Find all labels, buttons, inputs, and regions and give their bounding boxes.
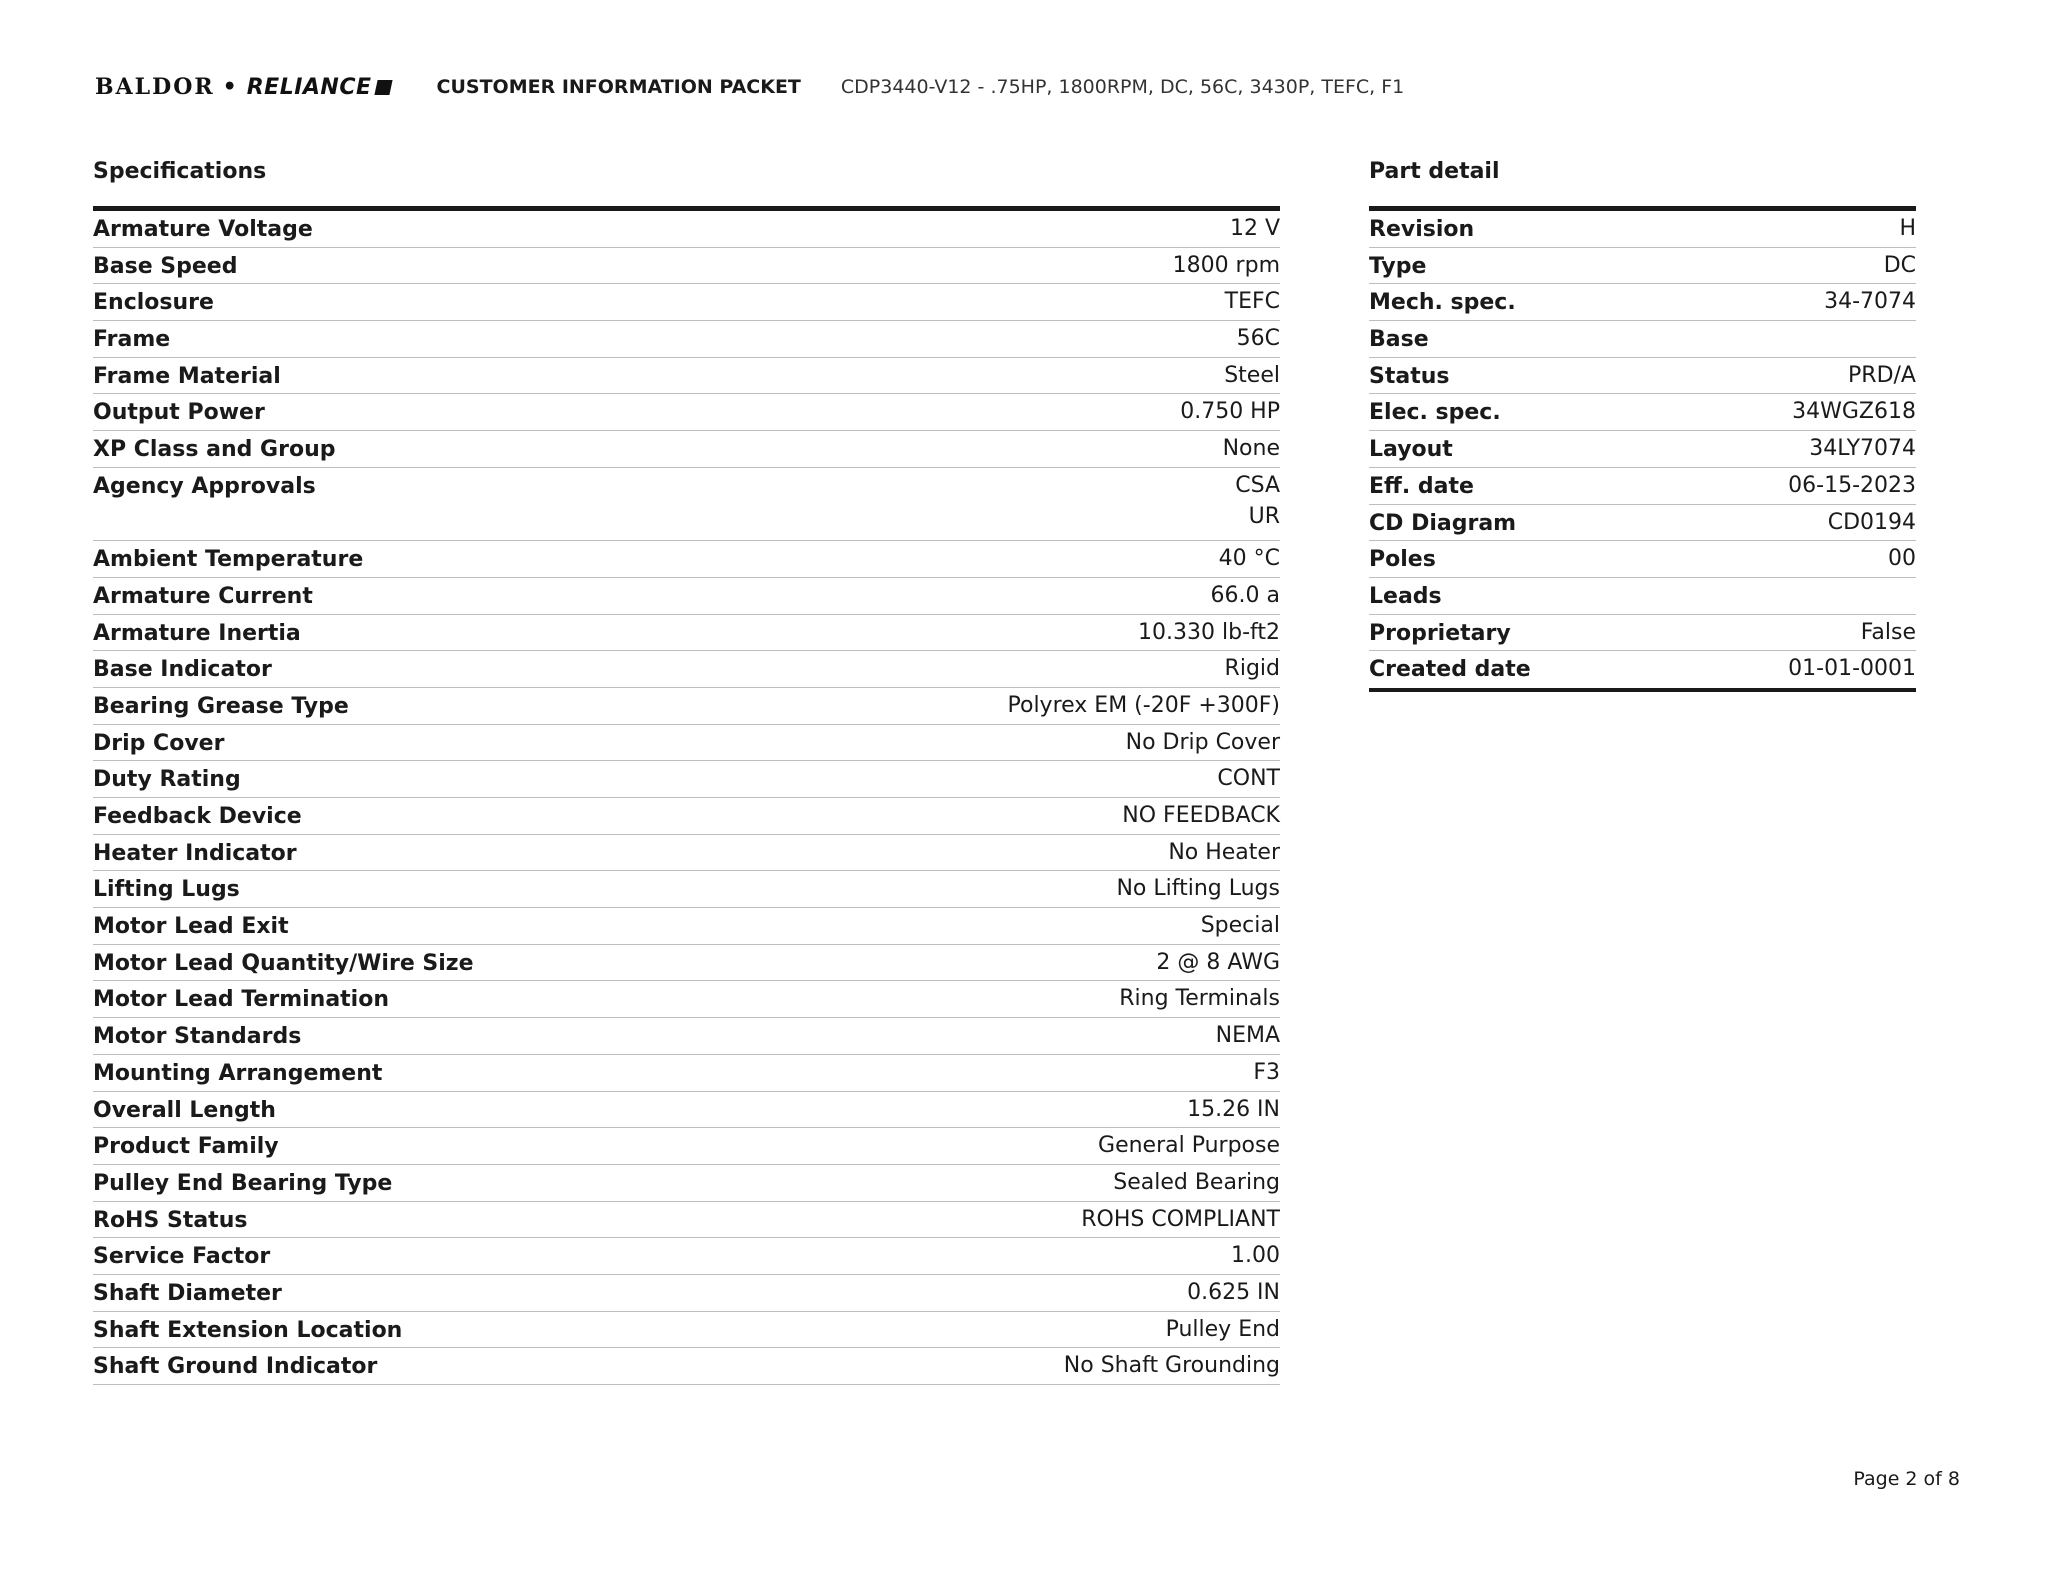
row-label: Overall Length bbox=[93, 1097, 276, 1123]
row-label: Heater Indicator bbox=[93, 840, 297, 866]
row-value: 1800 rpm bbox=[1172, 252, 1280, 278]
table-row bbox=[93, 871, 1280, 908]
row-label: Type bbox=[1369, 253, 1427, 279]
table-row bbox=[93, 431, 1280, 468]
row-value: CSA bbox=[1235, 472, 1280, 498]
row-label: Drip Cover bbox=[93, 730, 225, 756]
row-values bbox=[1187, 1098, 1280, 1129]
row-value: 10.330 lb-ft2 bbox=[1138, 619, 1280, 645]
row-label: Motor Lead Exit bbox=[93, 914, 289, 940]
row-label: Poles bbox=[1369, 547, 1436, 573]
specifications-table bbox=[93, 206, 1280, 1385]
row-value: None bbox=[1222, 436, 1280, 462]
row-values bbox=[1788, 657, 1916, 688]
row-value: H bbox=[1899, 216, 1916, 241]
row-values bbox=[1098, 1134, 1280, 1165]
row-values bbox=[1173, 254, 1280, 285]
row-label: Bearing Grease Type bbox=[93, 693, 349, 719]
table-row bbox=[93, 358, 1280, 395]
row-values bbox=[1126, 731, 1280, 762]
row-label: Base bbox=[1369, 327, 1429, 353]
table-row bbox=[93, 578, 1280, 615]
row-value: PRD/A bbox=[1848, 362, 1916, 388]
row-values bbox=[1156, 951, 1280, 982]
row-label: Motor Lead Termination bbox=[93, 987, 390, 1013]
row-values bbox=[1225, 657, 1280, 688]
table-row bbox=[93, 798, 1280, 835]
row-value: Steel bbox=[1224, 362, 1280, 388]
row-label: Leads bbox=[1369, 583, 1442, 609]
table-row bbox=[1369, 578, 1916, 615]
row-values bbox=[1788, 474, 1916, 505]
row-values bbox=[1824, 290, 1916, 321]
row-label: Frame Material bbox=[93, 363, 281, 389]
row-values bbox=[1008, 694, 1281, 725]
row-value: 56C bbox=[1236, 326, 1280, 352]
table-row bbox=[1369, 358, 1916, 395]
row-label: Base Speed bbox=[93, 253, 238, 279]
row-values bbox=[1237, 327, 1280, 358]
row-value: No Lifting Lugs bbox=[1116, 876, 1280, 902]
table-row bbox=[93, 835, 1280, 872]
row-label: Duty Rating bbox=[93, 767, 241, 793]
row-value: CONT bbox=[1217, 766, 1280, 792]
row-label: CD Diagram bbox=[1369, 510, 1517, 536]
row-value: 0.750 HP bbox=[1180, 399, 1280, 425]
row-label: Product Family bbox=[93, 1134, 279, 1160]
row-values bbox=[1166, 1318, 1280, 1349]
row-values bbox=[1113, 1171, 1280, 1202]
row-value: No Drip Cover bbox=[1125, 729, 1280, 755]
row-value: 1.00 bbox=[1231, 1243, 1280, 1269]
table-row bbox=[93, 1128, 1280, 1165]
row-values bbox=[1217, 767, 1280, 798]
row-value: Sealed Bearing bbox=[1113, 1169, 1280, 1195]
row-values bbox=[1119, 987, 1280, 1018]
row-value: 12 V bbox=[1229, 216, 1280, 241]
part-detail-heading: Part detail bbox=[1369, 159, 1500, 184]
row-label: RoHS Status bbox=[93, 1207, 248, 1233]
table-row bbox=[93, 321, 1280, 358]
row-values bbox=[1216, 1024, 1280, 1055]
table-row bbox=[93, 1348, 1280, 1385]
table-row bbox=[93, 1312, 1280, 1349]
table-row bbox=[1369, 468, 1916, 505]
part-detail-table bbox=[1369, 206, 1916, 692]
table-row bbox=[1369, 211, 1916, 248]
row-value: 66.0 a bbox=[1210, 582, 1280, 608]
row-values bbox=[1231, 1244, 1280, 1275]
logo-dot: • bbox=[222, 74, 239, 100]
row-value: Ring Terminals bbox=[1119, 986, 1280, 1012]
row-label: Status bbox=[1369, 363, 1450, 389]
row-values bbox=[1081, 1208, 1280, 1239]
table-row bbox=[93, 981, 1280, 1018]
row-label: Pulley End Bearing Type bbox=[93, 1170, 393, 1196]
row-value: 34WGZ618 bbox=[1792, 399, 1916, 425]
row-value: UR bbox=[1248, 503, 1280, 529]
row-values bbox=[1064, 1354, 1280, 1385]
table-row bbox=[93, 394, 1280, 431]
row-label: Motor Standards bbox=[93, 1024, 302, 1050]
row-value: 0.625 IN bbox=[1187, 1279, 1280, 1305]
table-row bbox=[93, 468, 1280, 541]
table-row bbox=[93, 908, 1280, 945]
row-label: Base Indicator bbox=[93, 657, 272, 683]
table-row bbox=[93, 761, 1280, 798]
row-label: Eff. date bbox=[1369, 473, 1474, 499]
row-values bbox=[1888, 547, 1916, 578]
row-label: Lifting Lugs bbox=[93, 877, 240, 903]
table-row bbox=[93, 541, 1280, 578]
specifications-heading: Specifications bbox=[93, 159, 267, 184]
row-value: CD0194 bbox=[1827, 509, 1916, 535]
row-values bbox=[1122, 804, 1280, 835]
row-label: Mounting Arrangement bbox=[93, 1060, 383, 1086]
row-values bbox=[1235, 474, 1280, 535]
row-value: Rigid bbox=[1224, 656, 1280, 682]
logo-baldor-text: BALDOR bbox=[95, 74, 215, 100]
row-label: Service Factor bbox=[93, 1244, 271, 1270]
packet-title: CUSTOMER INFORMATION PACKET bbox=[436, 76, 801, 98]
row-values bbox=[1219, 547, 1280, 578]
row-values bbox=[1253, 1061, 1280, 1092]
row-label: Armature Inertia bbox=[93, 620, 301, 646]
row-value: ROHS COMPLIANT bbox=[1081, 1206, 1280, 1232]
row-values bbox=[1828, 511, 1916, 542]
row-values bbox=[1168, 841, 1280, 872]
table-row bbox=[1369, 248, 1916, 285]
row-values bbox=[1899, 217, 1916, 248]
row-value: TEFC bbox=[1224, 289, 1280, 315]
row-values bbox=[1224, 364, 1280, 395]
table-row bbox=[93, 1092, 1280, 1129]
table-row bbox=[1369, 431, 1916, 468]
row-value: No Shaft Grounding bbox=[1063, 1353, 1280, 1379]
table-row bbox=[93, 1202, 1280, 1239]
specifications-section bbox=[93, 158, 1280, 1385]
table-row bbox=[1369, 505, 1916, 542]
row-value: NEMA bbox=[1215, 1023, 1280, 1049]
row-label: Frame bbox=[93, 327, 171, 353]
row-label: Shaft Extension Location bbox=[93, 1317, 403, 1343]
row-value: General Purpose bbox=[1098, 1133, 1280, 1159]
table-row bbox=[93, 615, 1280, 652]
table-row bbox=[93, 1238, 1280, 1275]
table-row bbox=[93, 284, 1280, 321]
row-label: XP Class and Group bbox=[93, 437, 336, 463]
baldor-reliance-logo bbox=[95, 74, 391, 100]
row-value: No Heater bbox=[1168, 839, 1280, 865]
table-row bbox=[93, 945, 1280, 982]
table-row bbox=[1369, 615, 1916, 652]
row-label: Armature Voltage bbox=[93, 217, 313, 242]
row-values bbox=[1884, 254, 1916, 285]
row-label: Proprietary bbox=[1369, 620, 1511, 646]
row-value: 34-7074 bbox=[1824, 289, 1916, 315]
row-value: 06-15-2023 bbox=[1788, 472, 1916, 498]
row-values bbox=[1180, 400, 1280, 431]
row-values bbox=[1116, 877, 1280, 908]
row-label: Agency Approvals bbox=[93, 473, 316, 499]
table-row bbox=[93, 1275, 1280, 1312]
row-value: 15.26 IN bbox=[1187, 1096, 1280, 1122]
row-values bbox=[1861, 621, 1916, 652]
row-value: False bbox=[1860, 619, 1916, 645]
packet-subtitle: CDP3440-V12 - .75HP, 1800RPM, DC, 56C, 3430P, TEFC, F1 bbox=[840, 76, 1405, 98]
table-row bbox=[93, 211, 1280, 248]
row-label: Output Power bbox=[93, 400, 265, 426]
row-value: Pulley End bbox=[1165, 1316, 1280, 1342]
row-value: 00 bbox=[1888, 546, 1916, 572]
row-values bbox=[1848, 364, 1916, 395]
table-row bbox=[93, 1018, 1280, 1055]
part-detail-section bbox=[1369, 158, 1916, 692]
row-values bbox=[1201, 914, 1280, 945]
row-values bbox=[1230, 217, 1280, 248]
row-label: Layout bbox=[1369, 437, 1453, 463]
row-label: Ambient Temperature bbox=[93, 547, 364, 573]
row-label: Elec. spec. bbox=[1369, 400, 1501, 426]
row-label: Shaft Diameter bbox=[93, 1280, 282, 1306]
row-values bbox=[1138, 621, 1280, 652]
table-row bbox=[93, 688, 1280, 725]
row-value: 34LY7074 bbox=[1809, 436, 1916, 462]
row-value: F3 bbox=[1253, 1059, 1280, 1085]
row-value: NO FEEDBACK bbox=[1122, 803, 1280, 829]
table-row bbox=[1369, 321, 1916, 358]
row-label: Enclosure bbox=[93, 290, 214, 316]
table-row bbox=[1369, 284, 1916, 321]
table-row bbox=[93, 1165, 1280, 1202]
table-row bbox=[1369, 651, 1916, 688]
table-row bbox=[93, 651, 1280, 688]
row-label: Revision bbox=[1369, 217, 1475, 242]
row-values bbox=[1211, 584, 1280, 615]
row-values bbox=[1225, 290, 1280, 321]
row-label: Feedback Device bbox=[93, 804, 302, 830]
table-row bbox=[93, 1055, 1280, 1092]
row-value: Polyrex EM (-20F +300F) bbox=[1007, 692, 1280, 718]
row-value: Special bbox=[1200, 913, 1280, 939]
row-values bbox=[1187, 1281, 1280, 1312]
table-row bbox=[1369, 541, 1916, 578]
row-label: Armature Current bbox=[93, 583, 313, 609]
row-label: Created date bbox=[1369, 657, 1531, 683]
table-row bbox=[1369, 394, 1916, 431]
row-values bbox=[1809, 437, 1916, 468]
table-row bbox=[93, 248, 1280, 285]
reliance-mark-icon bbox=[374, 80, 392, 95]
table-row bbox=[93, 725, 1280, 762]
row-value: 2 @ 8 AWG bbox=[1156, 949, 1280, 975]
row-value: 01-01-0001 bbox=[1788, 656, 1916, 682]
logo-reliance-text: RELIANCE bbox=[246, 74, 372, 100]
row-label: Shaft Ground Indicator bbox=[93, 1354, 378, 1380]
page-number: Page 2 of 8 bbox=[1853, 1468, 1960, 1490]
row-values bbox=[1792, 400, 1916, 431]
row-label: Mech. spec. bbox=[1369, 290, 1516, 316]
row-value: DC bbox=[1883, 252, 1916, 278]
row-label: Motor Lead Quantity/Wire Size bbox=[93, 950, 474, 976]
page-header bbox=[95, 72, 1955, 102]
row-values bbox=[1223, 437, 1280, 468]
row-value: 40 °C bbox=[1218, 546, 1280, 572]
